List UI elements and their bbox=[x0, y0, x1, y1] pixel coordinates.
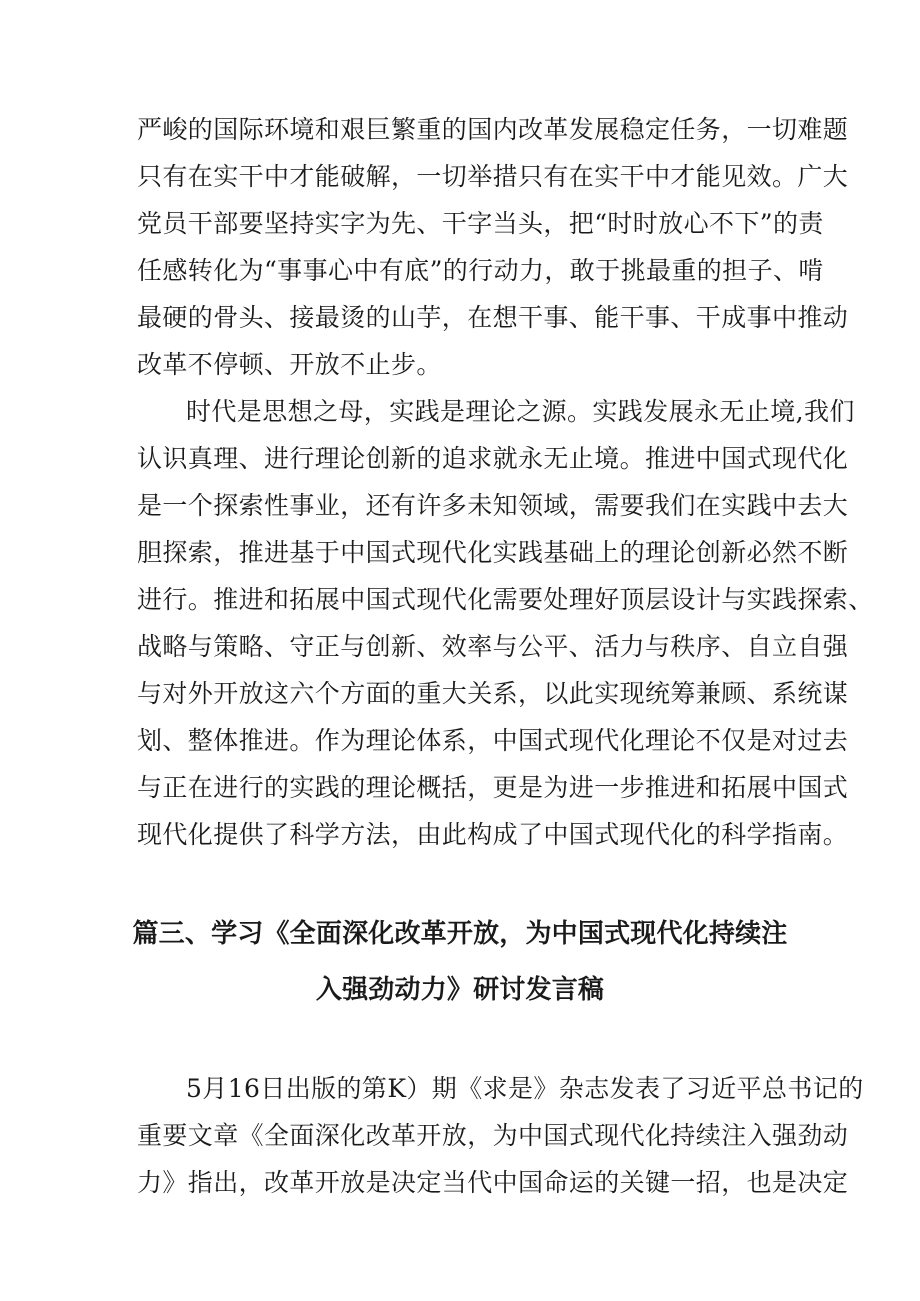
paragraph-line: 最硬的骨头、接最烫的山芋，在想干事、能干事、干成事中推动 bbox=[137, 303, 849, 332]
paragraph-line: 划、整体推进。作为理论体系，中国式现代化理论不仅是对过去 bbox=[137, 726, 849, 755]
paragraph-line: 时代是思想之母，实践是理论之源。实践发展永无止境,我们 bbox=[186, 397, 855, 426]
paragraph-line: 只有在实干中才能破解，一切举措只有在实干中才能见效。广大 bbox=[137, 162, 849, 191]
paragraph-line: 是一个探索性事业，还有许多未知领域，需要我们在实践中去大 bbox=[137, 491, 849, 520]
paragraph-line: 现代化提供了科学方法，由此构成了中国式现代化的科学指南。 bbox=[137, 820, 849, 849]
paragraph-line: 重要文章《全面深化改革开放，为中国式现代化持续注入强劲动 bbox=[137, 1121, 849, 1150]
paragraph-line: 改革不停顿、开放不止步。 bbox=[137, 350, 442, 379]
paragraph-line: 5月16日出版的第K）期《求是》杂志发表了习近平总书记的 bbox=[186, 1074, 864, 1103]
heading-line-2: 入强劲动力》研讨发言稿 bbox=[315, 975, 605, 1005]
paragraph-line: 胆探索，推进基于中国式现代化实践基础上的理论创新必然不断 bbox=[137, 538, 849, 567]
paragraph-line: 战略与策略、守正与创新、效率与公平、活力与秩序、自立自强 bbox=[137, 632, 849, 661]
paragraph-line: 与对外开放这六个方面的重大关系，以此实现统筹兼顾、系统谋 bbox=[137, 679, 849, 708]
paragraph-line: 进行。推进和拓展中国式现代化需要处理好顶层设计与实践探索、 bbox=[137, 585, 874, 614]
paragraph-line: 与正在进行的实践的理论概括，更是为进一步推进和拓展中国式 bbox=[137, 773, 849, 802]
paragraph-line: 力》指出，改革开放是决定当代中国命运的关键一招，也是决定 bbox=[137, 1168, 849, 1197]
heading-line-1: 篇三、学习《全面深化改革开放，为中国式现代化持续注 bbox=[132, 919, 788, 949]
paragraph-line: 认识真理、进行理论创新的追求就永无止境。推进中国式现代化 bbox=[137, 444, 849, 473]
paragraph-line: 严峻的国际环境和艰巨繁重的国内改革发展稳定任务，一切难题 bbox=[137, 115, 849, 144]
paragraph-line: 党员干部要坚持实字为先、干字当头，把“时时放心不下”的责 bbox=[137, 209, 824, 238]
paragraph-line: 任感转化为“事事心中有底”的行动力，敢于挑最重的担子、啃 bbox=[137, 256, 824, 285]
